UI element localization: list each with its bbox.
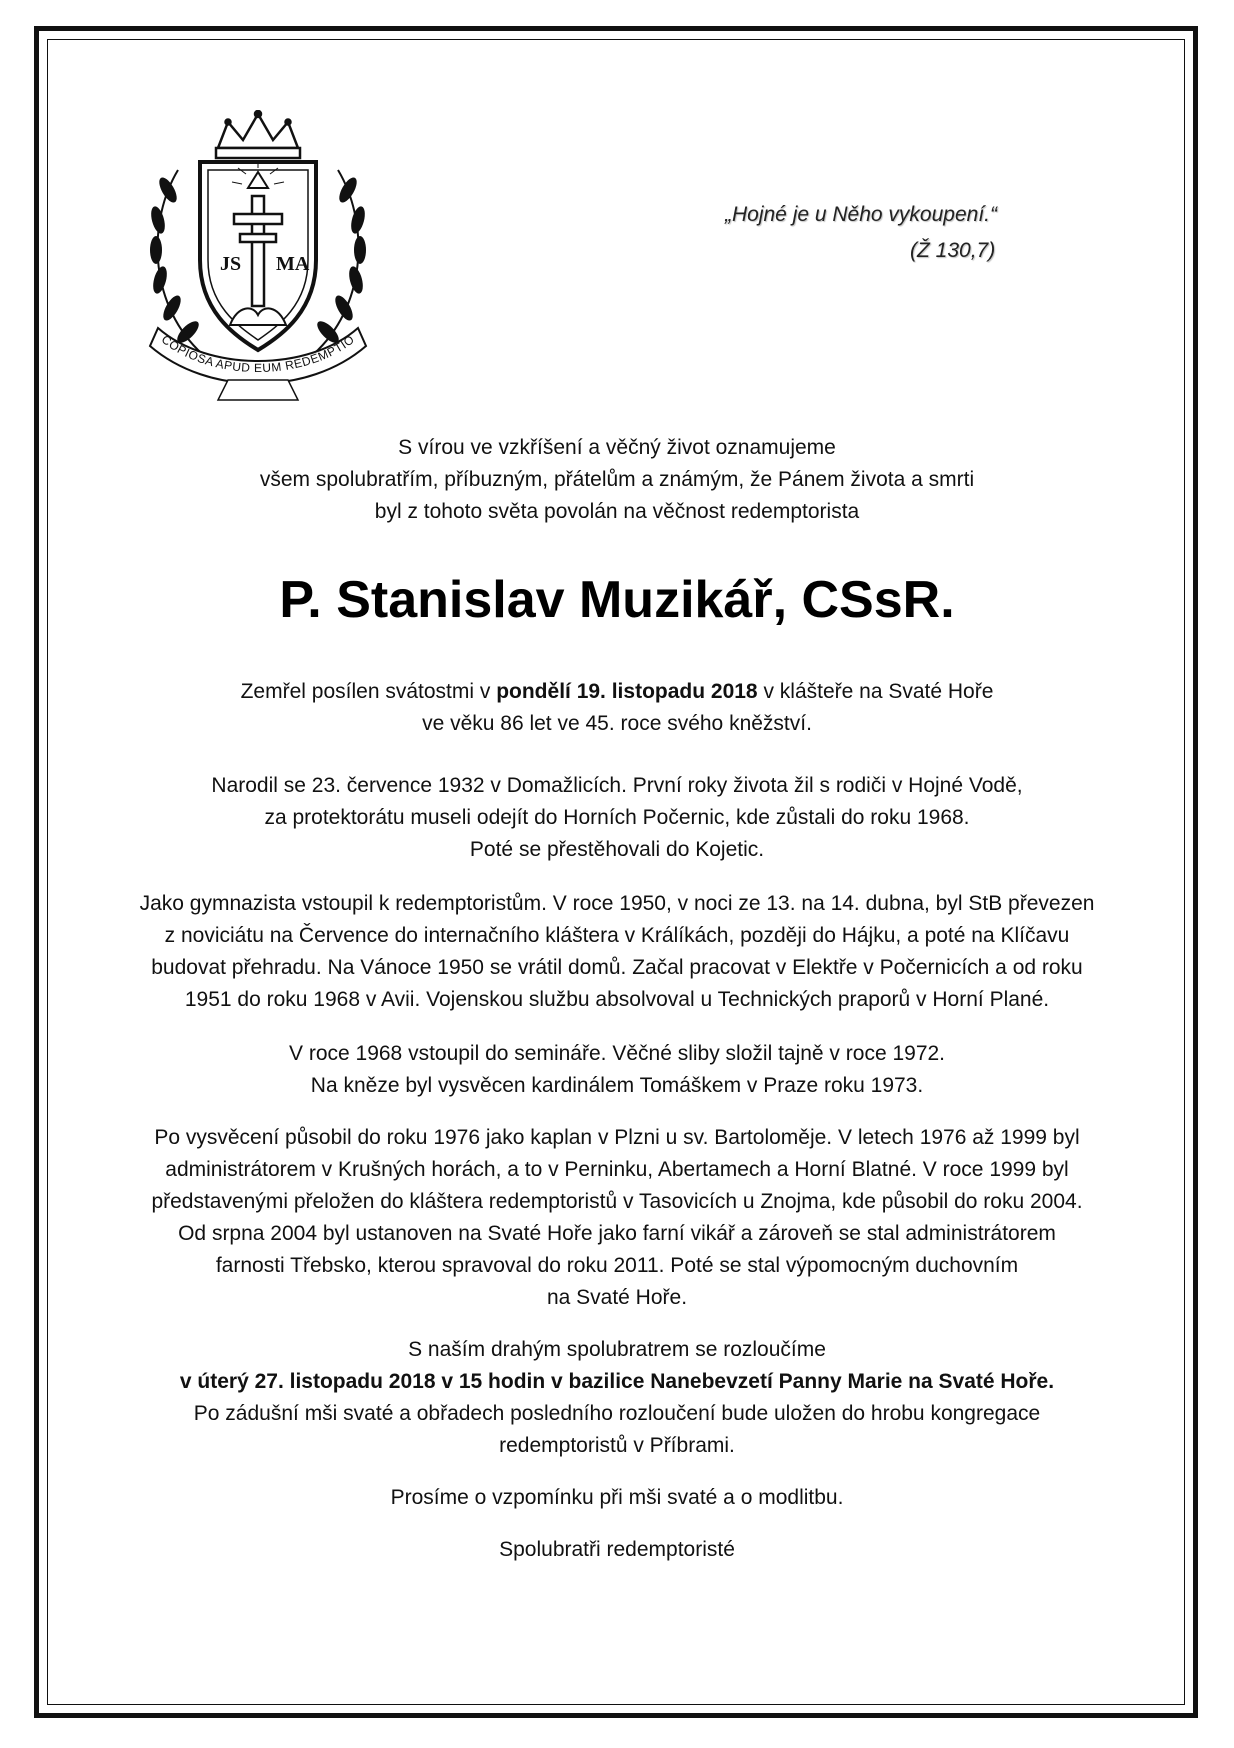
prayer-request: Prosíme o vzpomínku při mši svaté a o modlitbu. [390, 1486, 844, 1509]
crest-monogram-left: JS [220, 253, 242, 275]
signature: Spolubratři redemptoristé [499, 1538, 735, 1561]
obituary-body [50, 432, 1184, 1566]
youth-line-4: 1951 do roku 1968 v Avii. Vojenskou službu absolvoval u Technických praporů v Horní Plané. [184, 988, 1050, 1011]
crest-monogram-right: MA [276, 253, 310, 275]
birth-line-3: Poté se přestěhovali do Kojetic. [469, 838, 765, 861]
youth-line-1: Jako gymnazista vstoupil k redemptoristům. V roce 1950, v noci ze 13. na 14. dubna, byl StB převezen [139, 892, 1095, 915]
seminary-line-2: Na kněze byl vysvěcen kardinálem Tomáškem v Praze roku 1973. [310, 1074, 924, 1097]
farewell-paragraph [50, 1334, 1184, 1462]
seminary-line-1: V roce 1968 vstoupil do semináře. Věčné sliby složil tajně v roce 1972. [288, 1042, 946, 1065]
crest-motto: COPIOSA APUD EUM REDEMPTIO [158, 332, 358, 376]
ministry-line-4: Od srpna 2004 byl ustanoven na Svaté Hoře jako farní vikář a zároveň se stal administrátorem [178, 1222, 1056, 1245]
youth-line-3: budovat přehradu. Na Vánoce 1950 se vrátil domů. Začal pracovat v Elektře v Počernicích a od roku [151, 956, 1083, 979]
farewell-line-3: Po zádušní mši svaté a obřadech posledního rozloučení bude uložen do hrobu kongregace [193, 1402, 1041, 1425]
quote-text: „Hojné je u Něho vykoupení.“ [725, 203, 997, 226]
seminary-paragraph [50, 1038, 1184, 1102]
death-line-2: ve věku 86 let ve 45. roce svého kněžství. [422, 712, 812, 735]
birth-line-2: za protektorátu museli odejít do Horních Počernic, kde zůstali do roku 1968. [264, 806, 970, 829]
ministry-paragraph [50, 1122, 1184, 1314]
deceased-name: P. Stanislav Muzikář, CSsR. [279, 571, 955, 629]
farewell-line-1: S naším drahým spolubratrem se rozloučíme [408, 1338, 826, 1361]
intro-line-1: S vírou ve vzkříšení a věčný život oznamujeme [398, 436, 836, 459]
intro-paragraph [50, 432, 1184, 528]
intro-line-3: byl z tohoto světa povolán na věčnost redemptorista [374, 500, 860, 523]
death-date: pondělí 19. listopadu 2018 [496, 680, 758, 703]
bible-quote [640, 197, 1060, 269]
ministry-line-6: na Svaté Hoře. [546, 1286, 688, 1309]
birth-line-1: Narodil se 23. července 1932 v Domažlicích. První roky života žil s rodiči v Hojné Vodě, [211, 774, 1023, 797]
quote-reference: (Ž 130,7) [910, 239, 996, 262]
redemptorist-crest-logo [138, 110, 378, 410]
birth-paragraph [50, 770, 1184, 866]
death-paragraph [50, 676, 1184, 740]
farewell-line-4: redemptoristů v Příbrami. [499, 1434, 735, 1457]
intro-line-2: všem spolubratřím, příbuzným, přátelům a známým, že Pánem života a smrti [259, 468, 975, 491]
ministry-line-1: Po vysvěcení působil do roku 1976 jako kaplan v Plzni u sv. Bartoloměje. V letech 1976 až 1999 byl [154, 1126, 1080, 1149]
youth-line-2: z noviciátu na Července do internačního kláštera v Králíkách, později do Hájku, a poté na Klíčavu [164, 924, 1070, 947]
death-post: v klášteře na Svaté Hoře [757, 680, 994, 703]
ministry-line-5: farnosti Třebsko, kterou spravoval do roku 2011. Poté se stal výpomocným duchovním [215, 1254, 1019, 1277]
youth-paragraph [50, 888, 1184, 1016]
ministry-line-3: představenými přeložen do kláštera redemptoristů v Tasovicích u Znojma, kde působil do roku 2004. [151, 1190, 1083, 1213]
ministry-line-2: administrátorem v Krušných horách, a to v Perninku, Abertamech a Horní Blatné. V roce 1999 byl [165, 1158, 1069, 1181]
farewell-date: v úterý 27. listopadu 2018 v 15 hodin v bazilice Nanebevzetí Panny Marie na Svaté Hoře. [179, 1370, 1055, 1393]
crest-emblem-icon [138, 110, 378, 410]
death-pre: Zemřel posílen svátostmi v [240, 680, 497, 703]
